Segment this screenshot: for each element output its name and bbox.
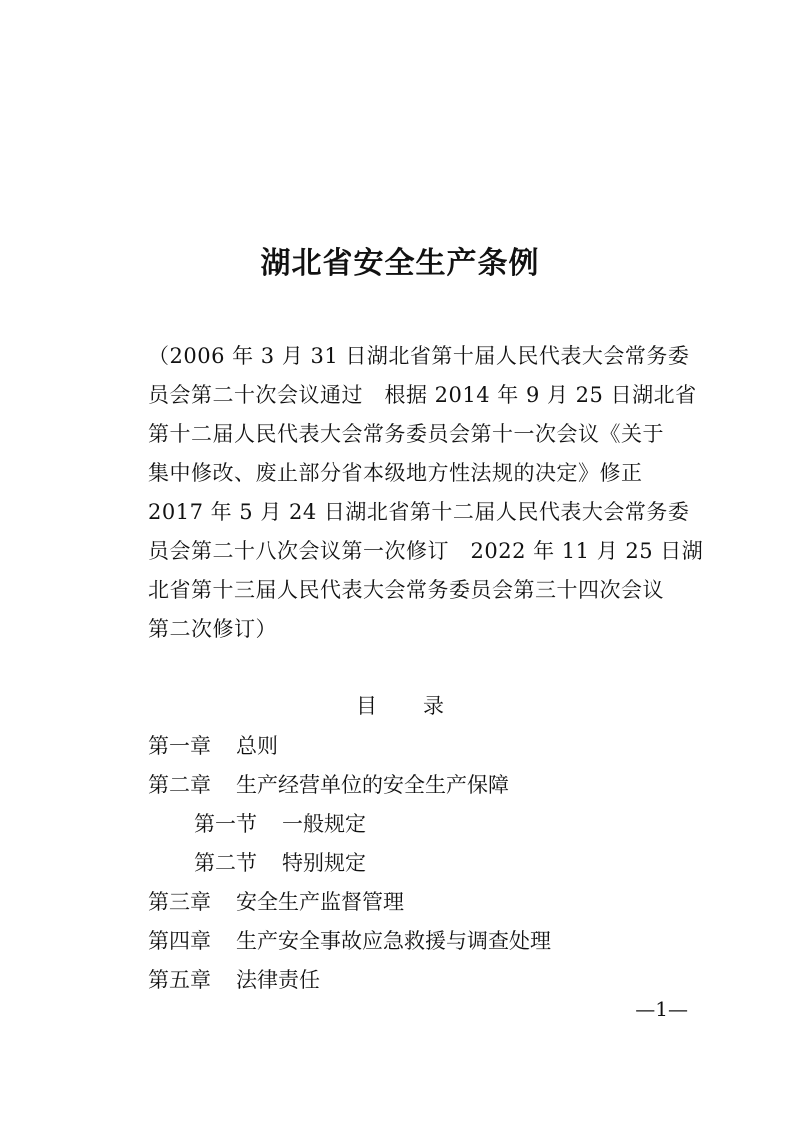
toc-item-chapter-2[interactable] [148, 766, 688, 805]
toc-item-chapter-5[interactable] [148, 961, 688, 1000]
toc-item-number: 第二节 [194, 851, 257, 875]
toc-item-title: 一般规定 [282, 812, 366, 836]
page-number: —1— [635, 997, 688, 1021]
preamble-line: 集中修改、废止部分省本级地方性法规的决定》修正 [148, 461, 643, 485]
preamble-line: （2006 年 3 月 31 日湖北省第十届人民代表大会常务委 [148, 344, 690, 368]
toc-item-chapter-4[interactable] [148, 922, 688, 961]
toc-item-section-2[interactable] [148, 844, 688, 883]
document-title: 湖北省安全生产条例 [260, 246, 540, 281]
preamble [148, 337, 704, 649]
preamble-line: 2017 年 5 月 24 日湖北省第十二届人民代表大会常务委 [148, 500, 690, 524]
toc-item-number: 第三章 [148, 890, 211, 914]
toc-heading-left: 目 [356, 694, 377, 718]
toc-item-number: 第一章 [148, 734, 211, 758]
preamble-line: 第二次修订） [148, 617, 277, 641]
toc-item-number: 第一节 [194, 812, 257, 836]
toc-item-title: 生产安全事故应急救援与调查处理 [236, 929, 551, 953]
preamble-line: 员会第二十次会议通过 根据 2014 年 9 月 25 日湖北省 [148, 383, 697, 407]
toc-item-chapter-1[interactable] [148, 727, 688, 766]
toc-item-chapter-3[interactable] [148, 883, 688, 922]
preamble-line: 北省第十三届人民代表大会常务委员会第三十四次会议 [148, 578, 664, 602]
toc-item-title: 生产经营单位的安全生产保障 [236, 773, 509, 797]
toc-heading [0, 690, 800, 720]
toc-item-number: 第二章 [148, 773, 211, 797]
toc-item-title: 安全生产监督管理 [236, 890, 404, 914]
toc-item-section-1[interactable] [148, 805, 688, 844]
toc-heading-right: 录 [423, 694, 444, 718]
preamble-line: 第十二届人民代表大会常务委员会第十一次会议《关于 [148, 422, 664, 446]
toc-item-number: 第四章 [148, 929, 211, 953]
toc-item-title: 总则 [236, 734, 278, 758]
preamble-line: 员会第二十八次会议第一次修订 2022 年 11 月 25 日湖 [148, 539, 704, 563]
toc-item-title: 法律责任 [236, 968, 320, 992]
table-of-contents [148, 727, 688, 1000]
toc-item-number: 第五章 [148, 968, 211, 992]
toc-item-title: 特别规定 [282, 851, 366, 875]
